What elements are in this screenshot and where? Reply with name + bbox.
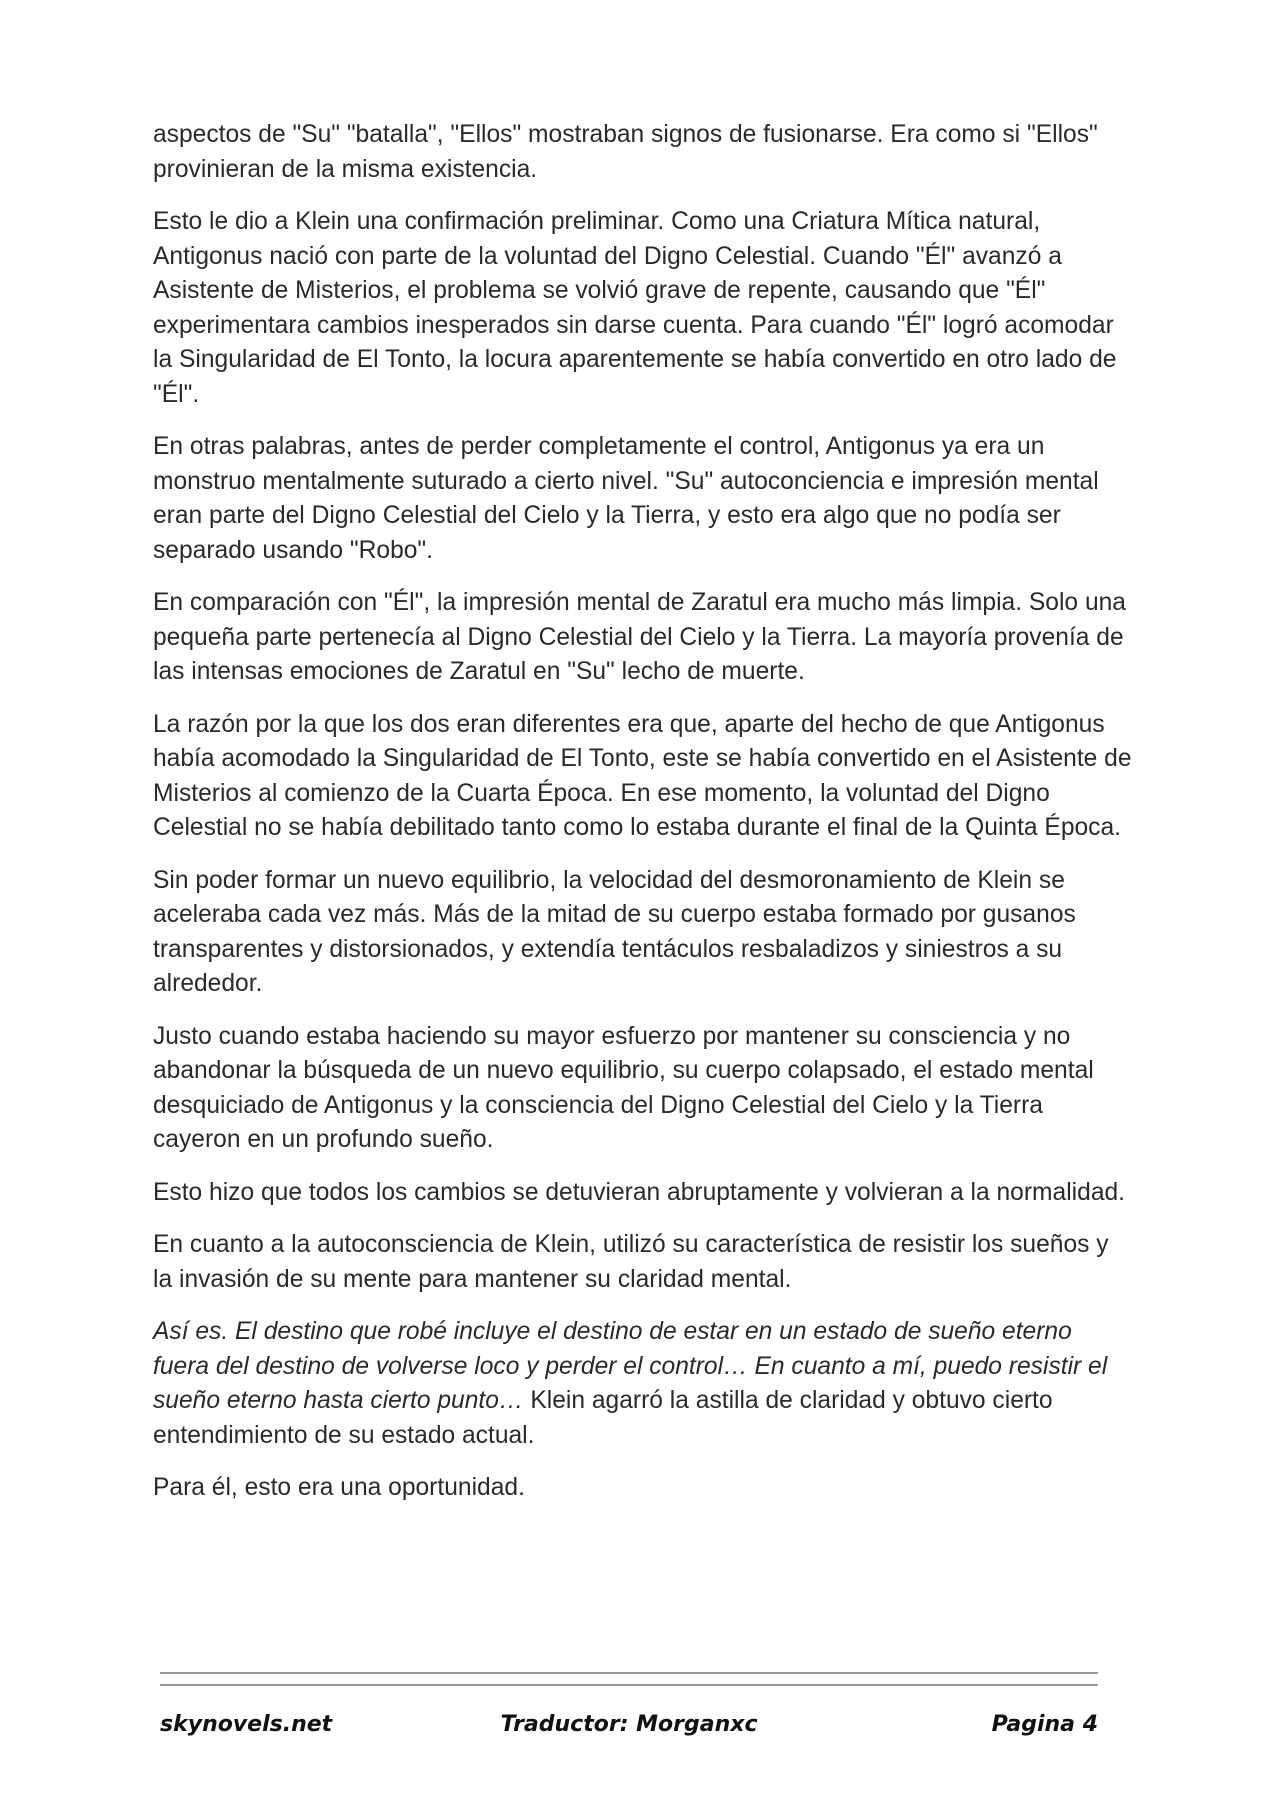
paragraph: aspectos de "Su" "batalla", "Ellos" mostraban signos de fusionarse. Era como si "Ellos" provinieran de la misma existencia. — [153, 121, 1098, 183]
paragraph: En comparación con "Él", la impresión mental de Zaratul era mucho más limpia. Solo una pequeña parte pertenecía al Digno Celestial del Cielo y la Tierra. La mayoría provenía de las intensas emociones de Zaratul en "Su" lecho de muerte. — [153, 589, 1126, 685]
paragraph: Para él, esto era una oportunidad. — [153, 1474, 525, 1501]
paragraph: Sin poder formar un nuevo equilibrio, la velocidad del desmoronamiento de Klein se aceleraba cada vez más. Más de la mitad de su cuerpo estaba formado por gusanos transparentes y distorsionados, y extendía tentáculos resbaladizos y siniestros a su alrededor. — [153, 866, 1076, 997]
paragraph: Esto hizo que todos los cambios se detuvieran abruptamente y volvieran a la normalidad. — [153, 1178, 1126, 1206]
paragraph: En cuanto a la autoconsciencia de Klein, utilizó su característica de resistir los sueños y la invasión de su mente para mantener su claridad mental. — [153, 1231, 1109, 1293]
footer-divider-top — [160, 1672, 1098, 1674]
paragraph-continuation: Klein agarró la astilla de claridad y obtuvo cierto entendimiento de su estado actual. — [153, 1387, 1053, 1449]
paragraph: En otras palabras, antes de perder completamente el control, Antigonus ya era un monstruo mentalmente suturado a cierto nivel. "Su" autoconciencia e impresión mental eran parte del Digno Celestial del Cielo y la Tierra, y esto era algo que no podía ser separado usando "Robo". — [153, 433, 1099, 564]
footer-page-number: Pagina 4 — [991, 1712, 1098, 1737]
footer-translator: Traductor: Morganxc — [500, 1712, 758, 1737]
italic-thought: Así es. El destino que robé incluye el destino de estar en un estado de sueño eterno fuera del destino de volverse loco y perder el control… En cuanto a mí, puedo resistir el sueño eterno hasta cierto punto… — [153, 1318, 1108, 1414]
paragraph: La razón por la que los dos eran diferentes era que, aparte del hecho de que Antigonus había acomodado la Singularidad de El Tonto, este se había convertido en el Asistente de Misterios al comienzo de la Cuarta Época. En ese momento, la voluntad del Digno Celestial no se había debilitado tanto como lo estaba durante el final de la Quinta Época. — [153, 710, 1132, 841]
paragraph: Esto le dio a Klein una confirmación preliminar. Como una Criatura Mítica natural, Antigonus nació con parte de la voluntad del Digno Celestial. Cuando "Él" avanzó a Asistente de Misterios, el problema se volvió grave de repente, causando que "Él" experimentara cambios inesperados sin darse cuenta. Para cuando "Él" logró acomodar la Singularidad de El Tonto, la locura aparentemente se había convertido en otro lado de "Él". — [153, 208, 1117, 408]
page-footer — [160, 1712, 1098, 1746]
footer-divider-bottom — [160, 1684, 1098, 1686]
footer-site: skynovels.net — [160, 1712, 333, 1737]
paragraph-mixed — [153, 1315, 1133, 1453]
document-body — [153, 118, 1133, 1524]
paragraph: Justo cuando estaba haciendo su mayor esfuerzo por mantener su consciencia y no abandonar la búsqueda de un nuevo equilibrio, su cuerpo colapsado, el estado mental desquiciado de Antigonus y la consciencia del Digno Celestial del Cielo y la Tierra cayeron en un profundo sueño. — [153, 1022, 1094, 1153]
